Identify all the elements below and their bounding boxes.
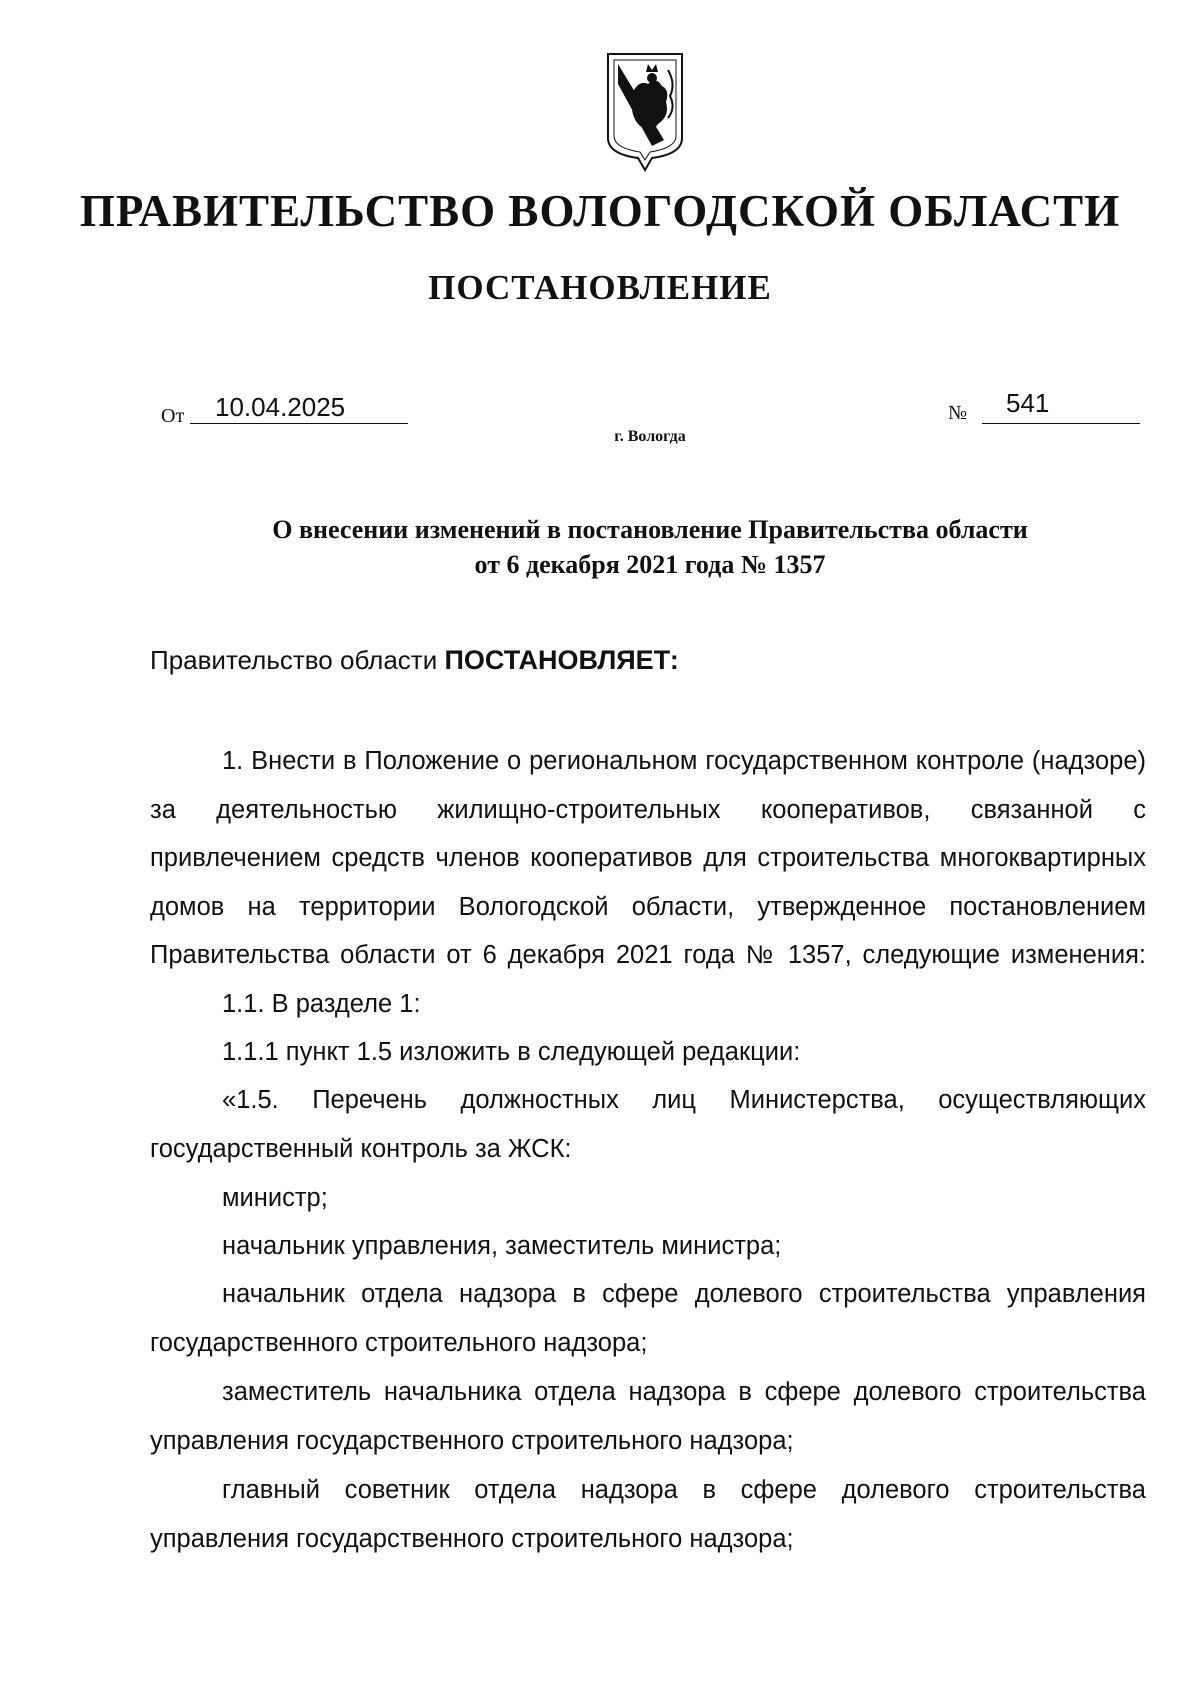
- paragraph-6: начальник управления, заместитель министра;: [222, 1232, 782, 1260]
- vologda-coat-of-arms-icon: [604, 50, 686, 172]
- paragraph-3: 1.1.1 пункт 1.5 изложить в следующей редакции:: [222, 1038, 801, 1066]
- government-title: ПРАВИТЕЛЬСТВО ВОЛОГОДСКОЙ ОБЛАСТИ: [79, 186, 1121, 236]
- paragraph-9: главный советник отдела надзора в сфере долевого строительства управления государственного строительного надзора;: [150, 1476, 1146, 1553]
- paragraph-7: начальник отдела надзора в сфере долевого строительства управления государственного строительного надзора;: [150, 1280, 1146, 1357]
- paragraph-1: 1. Внести в Положение о региональном государственном контроле (надзоре) за деятельностью жилищно-строительных кооперативов, связанной с привлечением средств членов кооперативов для строительства многоквартирных домов на территории Вологодской области, утвержденное постановлением Правительства области от 6 декабря 2021 года № 1357, следующие изменения:: [150, 747, 1146, 969]
- subject-line-2: от 6 декабря 2021 года № 1357: [474, 550, 826, 579]
- preamble-prefix: Правительство области: [150, 645, 445, 675]
- paragraph-5: министр;: [222, 1184, 328, 1212]
- number-label: №: [948, 402, 968, 424]
- document-type: ПОСТАНОВЛЕНИЕ: [428, 268, 772, 307]
- number-underline: [982, 423, 1140, 424]
- date-label: От: [161, 405, 185, 427]
- paragraph-4: «1.5. Перечень должностных лиц Министерства, осуществляющих государственный контроль за ЖСК:: [150, 1086, 1146, 1163]
- paragraph-2: 1.1. В разделе 1:: [222, 990, 421, 1018]
- number-value: 541: [1006, 388, 1050, 418]
- preamble-verb: ПОСТАНОВЛЯЕТ:: [444, 645, 679, 675]
- preamble: [150, 645, 1150, 676]
- document-subject: [150, 512, 1150, 582]
- subject-line-1: О внесении изменений в постановление Правительства области: [272, 515, 1028, 544]
- city-label: г. Вологда: [614, 428, 686, 445]
- date-underline: [190, 423, 408, 424]
- date-value: 10.04.2025: [215, 392, 346, 422]
- paragraph-8: заместитель начальника отдела надзора в сфере долевого строительства управления государственного строительного надзора;: [150, 1378, 1146, 1455]
